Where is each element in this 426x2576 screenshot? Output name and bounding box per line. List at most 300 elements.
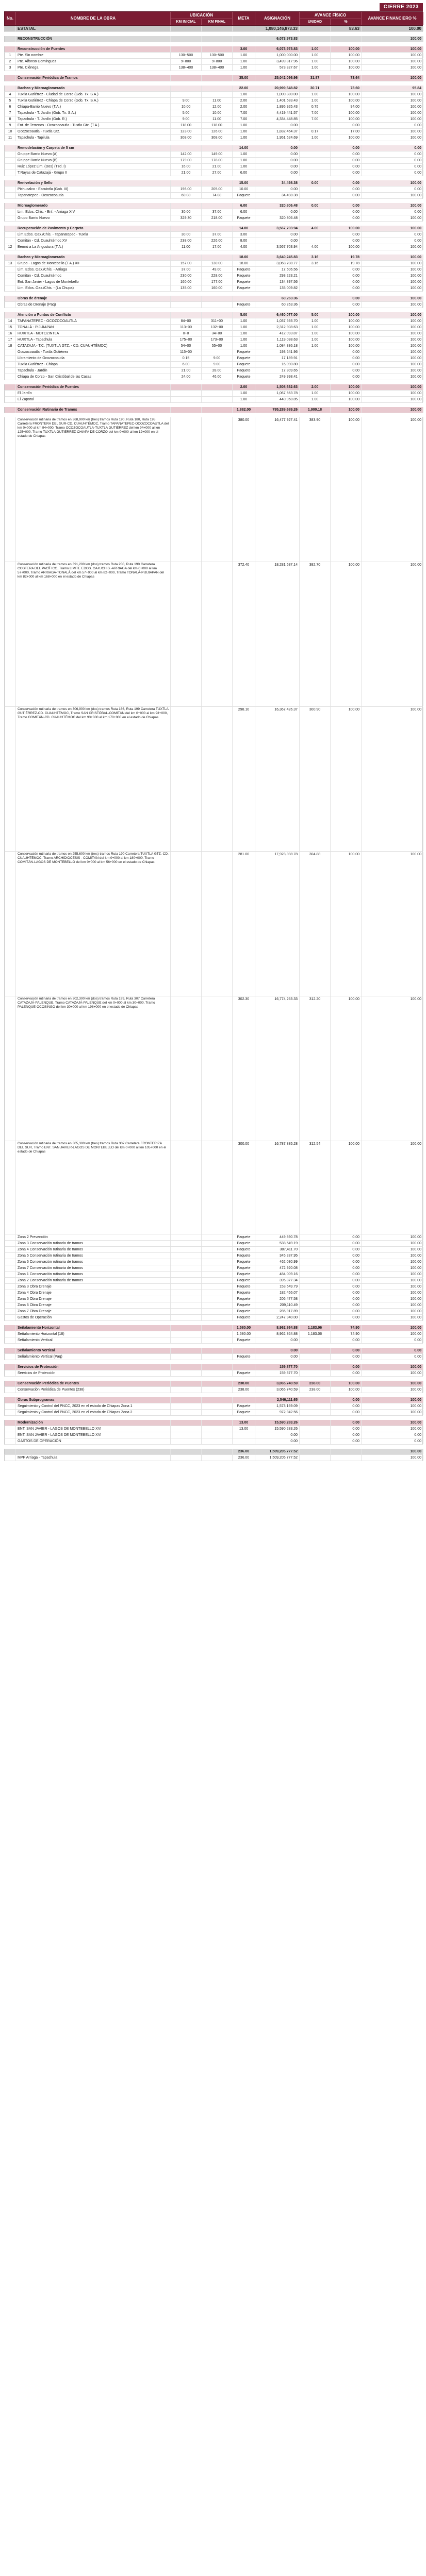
header-obra: NOMBRE DE LA OBRA — [16, 12, 171, 25]
cell-obra: Zona 1 Conservación rutinaria de tramos — [16, 1272, 171, 1277]
cell-no: 14 — [5, 318, 16, 324]
cell-avance-financiero: 100.00 — [362, 355, 423, 361]
header-unidad: UNIDAD — [300, 19, 331, 25]
table-row — [4, 1410, 423, 1416]
cell-no — [5, 1381, 16, 1386]
cell-meta: 6.00 — [233, 170, 255, 176]
cell-obra: Gruppe Barrio Nuevo (A) — [16, 151, 171, 157]
cell-km-final — [202, 1403, 233, 1409]
cell-unidad: 1.00 — [300, 391, 331, 396]
cell-meta: Paquete — [233, 1354, 255, 1360]
cell-meta: 15.00 — [233, 180, 255, 186]
cell-pct: 100.00 — [331, 417, 362, 562]
cell-no — [5, 355, 16, 361]
cell-unidad — [300, 1241, 331, 1246]
table-row — [4, 65, 423, 71]
row-spacer — [4, 292, 423, 296]
cell-obra: Seguimiento y Control del PNCC, 2023 en el estado de Chiapas Zona 1 — [16, 1403, 171, 1409]
cell-no — [5, 349, 16, 355]
cell-no — [5, 1259, 16, 1265]
cell-avance-financiero: 100.00 — [362, 193, 423, 198]
cell-km-inicial — [171, 1337, 202, 1343]
cell-km-inicial: 24.00 — [171, 374, 202, 380]
cell-unidad: 312.54 — [300, 1141, 331, 1234]
cell-meta: 6.00 — [233, 209, 255, 215]
cell-unidad: 7.00 — [300, 116, 331, 122]
cell-km-final: 126.00 — [202, 129, 233, 134]
cell-no — [5, 391, 16, 396]
summary-row — [4, 1449, 423, 1455]
cell-meta: 1.00 — [233, 337, 255, 343]
cell-meta: Paquete — [233, 1410, 255, 1415]
cell-km-inicial — [171, 1278, 202, 1283]
cell-unidad — [300, 302, 331, 308]
cell-pct: 100.00 — [331, 337, 362, 343]
cell-unidad — [300, 123, 331, 128]
cell-meta: 13.00 — [233, 1426, 255, 1432]
cell-km-final — [202, 75, 233, 81]
table-row — [4, 1370, 423, 1377]
table-row — [4, 104, 423, 110]
cell-meta: 238.00 — [233, 1387, 255, 1393]
cell-km-final — [202, 1364, 233, 1370]
cell-obra: Ocozocoautla - Tuxtla Gutiérrez — [16, 349, 171, 355]
cell-km-inicial — [171, 312, 202, 318]
cell-asignacion: 573,327.67 — [255, 65, 300, 71]
cell-no: 12 — [5, 244, 16, 250]
cell-asignacion: 3,640,245.83 — [255, 255, 300, 260]
cell-obra: Obras Subprogramas — [16, 1397, 171, 1403]
cell-km-inicial — [171, 391, 202, 396]
cell-asignacion: 135,009.82 — [255, 285, 300, 291]
table-row — [4, 1354, 423, 1360]
cell-unidad — [300, 145, 331, 151]
cell-asignacion: 285,917.89 — [255, 1309, 300, 1314]
cell-avance-financiero: 0.00 — [362, 164, 423, 170]
cell-no — [5, 1348, 16, 1353]
cell-no — [5, 1397, 16, 1403]
report-page — [4, 3, 423, 1461]
cell-obra: Microaglomerado — [16, 203, 171, 209]
cell-km-inicial: 175+00 — [171, 337, 202, 343]
cell-obra: Gruppe Barrio Nuevo (B) — [16, 158, 171, 163]
cell-avance-financiero: 100.00 — [362, 562, 423, 706]
cell-km-final — [202, 1234, 233, 1240]
table-row — [4, 1284, 423, 1290]
cell-pct: 0.00 — [331, 1290, 362, 1296]
cell-pct: 0.00 — [331, 362, 362, 367]
cell-km-inicial: 142.00 — [171, 151, 202, 157]
cell-pct: 100.00 — [331, 59, 362, 64]
cell-pct: 94.00 — [331, 104, 362, 110]
row-spacer — [4, 1360, 423, 1364]
subsection-row — [4, 203, 423, 209]
cell-pct: 0.00 — [331, 1426, 362, 1432]
cell-no — [5, 312, 16, 318]
cell-avance-financiero: 100.00 — [362, 337, 423, 343]
cell-avance-financiero: 100.00 — [362, 343, 423, 349]
cell-pct: 100.00 — [331, 852, 362, 996]
cell-avance-financiero: 100.00 — [362, 1315, 423, 1320]
cell-no — [5, 368, 16, 374]
cell-km-final — [202, 384, 233, 390]
cell-km-final: 149.00 — [202, 151, 233, 157]
cell-obra: GASTOS DE OPERACIÓN — [16, 1438, 171, 1444]
cell-km-inicial: 30.00 — [171, 209, 202, 215]
cell-no — [5, 1455, 16, 1461]
header-avance-fisico: AVANCE FÍSICO — [300, 12, 362, 19]
cell-no — [5, 1387, 16, 1393]
cell-asignacion: 1,509,205,777.52 — [255, 1455, 300, 1461]
cell-avance-financiero: 100.00 — [362, 1403, 423, 1409]
cell-asignacion: 0.00 — [255, 187, 300, 192]
cell-meta: Paquete — [233, 302, 255, 308]
row-spacer — [4, 71, 423, 75]
cell-km-final — [202, 1302, 233, 1308]
cell-obra: Tuxtla Gutiérrez - Chiapa de Corzo (Gob. Tx. S.A.) — [16, 98, 171, 104]
cell-avance-financiero: 100.00 — [362, 104, 423, 110]
cell-unidad — [300, 1309, 331, 1314]
cell-asignacion: 0.00 — [255, 238, 300, 244]
header-no: No. — [5, 12, 16, 25]
cell-km-final — [202, 1141, 233, 1234]
row-spacer — [4, 1377, 423, 1381]
cell-obra: Tapanatepec - Ocozocoautla — [16, 193, 171, 198]
table-row — [4, 59, 423, 65]
cell-no — [5, 1432, 16, 1438]
cell-no: 13 — [5, 261, 16, 266]
cell-unidad — [300, 1278, 331, 1283]
cell-pct: 0.00 — [331, 355, 362, 361]
table-row — [4, 1337, 423, 1344]
cell-avance-financiero: 100.00 — [362, 1397, 423, 1403]
cell-obra: Conservación Periódica de Puentes — [16, 1381, 171, 1386]
cell-km-final — [202, 397, 233, 402]
cell-unidad: 1.00 — [300, 53, 331, 58]
cell-unidad: 0.17 — [300, 129, 331, 134]
cell-km-inicial: 54+00 — [171, 343, 202, 349]
cell-meta: Paquete — [233, 349, 255, 355]
cell-km-inicial: 5.00 — [171, 110, 202, 116]
cell-km-final — [202, 226, 233, 231]
cell-meta: 13.00 — [233, 1420, 255, 1426]
cell-obra: Bacheo y Microaglomerado — [16, 86, 171, 91]
cell-asignacion: 472,920.08 — [255, 1265, 300, 1271]
cell-obra: Conservación Rutinaria de Tramos — [16, 407, 171, 413]
cell-obra: Pte. Ciénega — [16, 65, 171, 71]
cell-km-inicial: 135.00 — [171, 285, 202, 291]
cell-pct: 0.00 — [331, 170, 362, 176]
cell-asignacion: 0.00 — [255, 209, 300, 215]
cell-meta: Paquete — [233, 215, 255, 221]
cell-avance-financiero: 100.00 — [362, 285, 423, 291]
cell-unidad — [300, 164, 331, 170]
cell-asignacion: 1,573,169.09 — [255, 1403, 300, 1409]
row-spacer — [4, 1344, 423, 1348]
cell-obra: TONALÁ - PIJIJIAPAN — [16, 325, 171, 330]
cell-avance-financiero: 100.00 — [362, 273, 423, 279]
cell-km-inicial: 21.00 — [171, 368, 202, 374]
cell-obra: Zona 6 Conservación rutinaria de tramos — [16, 1259, 171, 1265]
cell-avance-financiero: 100.00 — [362, 1331, 423, 1337]
cell-unidad — [300, 1253, 331, 1259]
cell-pct: 0.00 — [331, 151, 362, 157]
cell-unidad: 382.70 — [300, 562, 331, 706]
cell-km-final — [202, 349, 233, 355]
cell-no — [5, 1234, 16, 1240]
cell-meta: Paquete — [233, 1284, 255, 1290]
cell-meta: 281.00 — [233, 852, 255, 996]
cell-avance-financiero: 100.00 — [362, 75, 423, 81]
cell-unidad: 312.20 — [300, 996, 331, 1141]
table-header — [4, 11, 423, 26]
table-row — [4, 343, 423, 349]
cell-unidad: 1.00 — [300, 98, 331, 104]
cell-pct: 0.00 — [331, 1278, 362, 1283]
cell-no — [5, 170, 16, 176]
cell-meta: 236.00 — [233, 1455, 255, 1461]
cell-asignacion: 0.00 — [255, 1337, 300, 1343]
cell-km-inicial — [171, 180, 202, 186]
cell-avance-financiero: 100.00 — [362, 110, 423, 116]
cell-asignacion: 0.00 — [255, 164, 300, 170]
cell-km-final — [202, 255, 233, 260]
cell-avance-financiero: 100.00 — [362, 368, 423, 374]
table-row — [4, 1241, 423, 1247]
cell-avance-financiero: 100.00 — [362, 1265, 423, 1271]
cell-asignacion: 206,477.58 — [255, 1296, 300, 1302]
cell-avance-financiero: 100.00 — [362, 384, 423, 390]
cell-km-inicial: 160.00 — [171, 279, 202, 285]
cell-km-final — [202, 36, 233, 42]
cell-avance-financiero: 100.00 — [362, 135, 423, 141]
cell-km-final: 74.08 — [202, 193, 233, 198]
cell-km-final — [202, 1290, 233, 1296]
cell-km-final — [202, 707, 233, 851]
cell-pct: 0.00 — [331, 187, 362, 192]
cell-km-final — [202, 1455, 233, 1461]
cell-obra: CATAZAJA - T.C. (TUXTLA GTZ. - CD. CUAUHTÉMOC) — [16, 343, 171, 349]
cell-km-final: 17.00 — [202, 244, 233, 250]
cell-km-inicial — [171, 996, 202, 1141]
cell-km-final — [202, 1387, 233, 1393]
cell-avance-financiero: 0.00 — [362, 209, 423, 215]
cell-unidad — [300, 1348, 331, 1353]
cell-avance-financiero: 100.00 — [362, 397, 423, 402]
cell-asignacion: 8,962,864.88 — [255, 1331, 300, 1337]
row-spacer — [4, 141, 423, 145]
table-row — [4, 98, 423, 104]
cell-unidad: 1.00 — [300, 46, 331, 52]
cell-avance-financiero: 100.00 — [362, 244, 423, 250]
cell-meta: Paquete — [233, 1278, 255, 1283]
cell-meta: Paquete — [233, 368, 255, 374]
cell-asignacion: 538,549.19 — [255, 1241, 300, 1246]
cell-meta: 1.00 — [233, 397, 255, 402]
cell-km-inicial — [171, 1403, 202, 1409]
cell-km-final: 178.00 — [202, 158, 233, 163]
cell-km-final — [202, 1381, 233, 1386]
cell-no — [5, 1420, 16, 1426]
cell-asignacion: 2,247,940.00 — [255, 1315, 300, 1320]
cell-pct: 0.00 — [331, 1315, 362, 1320]
cell-asignacion: 17,189.91 — [255, 355, 300, 361]
cell-avance-financiero: 100.00 — [362, 261, 423, 266]
cell-km-inicial — [171, 1290, 202, 1296]
cell-km-inicial: 37.00 — [171, 267, 202, 273]
cell-asignacion: 293,223.21 — [255, 273, 300, 279]
cell-avance-financiero: 100.00 — [362, 1272, 423, 1277]
cell-no — [5, 1438, 16, 1444]
cell-meta: 1,580.00 — [233, 1325, 255, 1331]
cell-no — [5, 75, 16, 81]
cell-no — [5, 1296, 16, 1302]
table-row — [4, 1315, 423, 1321]
cell-avance-financiero: 100.00 — [362, 215, 423, 221]
cell-km-inicial — [171, 417, 202, 562]
cell-obra: Señalamiento Horizontal (18) — [16, 1331, 171, 1337]
cell-km-final: 12.00 — [202, 104, 233, 110]
table-row — [4, 285, 423, 292]
cell-km-inicial: 113+00 — [171, 325, 202, 330]
cell-pct: 0.00 — [331, 1253, 362, 1259]
cell-pct: 0.00 — [331, 1284, 362, 1290]
cell-km-final: 27.00 — [202, 170, 233, 176]
cell-unidad — [300, 1354, 331, 1360]
cell-no: 4 — [5, 92, 16, 97]
cell-km-inicial — [171, 397, 202, 402]
cell-avance-financiero: 100.00 — [362, 331, 423, 336]
cell-km-inicial: 9.00 — [171, 116, 202, 122]
cell-pct: 0.00 — [331, 1364, 362, 1370]
cell-pct: 0.00 — [331, 1302, 362, 1308]
cell-km-final — [202, 296, 233, 301]
header-km-inicial: KM INICIAL — [171, 19, 202, 25]
cell-asignacion: 18,281,537.14 — [255, 562, 300, 706]
cell-avance-financiero: 100.00 — [362, 1296, 423, 1302]
cell-km-inicial — [171, 1302, 202, 1308]
cell-obra: Servicios de Protección — [16, 1370, 171, 1376]
cell-asignacion: 0.00 — [255, 151, 300, 157]
cell-obra: Zona 6 Obra Drenaje — [16, 1302, 171, 1308]
cell-no: 15 — [5, 325, 16, 330]
cell-unidad — [300, 26, 331, 31]
cell-unidad: 0.00 — [300, 180, 331, 186]
cell-km-inicial: 60.08 — [171, 193, 202, 198]
cell-unidad — [300, 279, 331, 285]
cell-asignacion: 320,806.48 — [255, 215, 300, 221]
cell-unidad: 1.00 — [300, 331, 331, 336]
section-row — [4, 1381, 423, 1387]
cell-km-final: 37.00 — [202, 232, 233, 238]
cell-pct: 17.00 — [331, 129, 362, 134]
cell-km-inicial — [171, 75, 202, 81]
cell-avance-financiero: 100.00 — [362, 996, 423, 1141]
cell-km-inicial — [171, 852, 202, 996]
cell-meta: 1.00 — [233, 129, 255, 134]
cell-km-inicial — [171, 1397, 202, 1403]
cell-asignacion: 6,460,077.00 — [255, 312, 300, 318]
cell-km-final — [202, 1397, 233, 1403]
cell-km-final: 46.00 — [202, 374, 233, 380]
cell-km-inicial — [171, 1331, 202, 1337]
cell-km-final — [202, 391, 233, 396]
section-row — [4, 407, 423, 413]
cell-asignacion: 1,000,000.00 — [255, 53, 300, 58]
cell-avance-financiero: 100.00 — [362, 129, 423, 134]
section-row — [4, 384, 423, 391]
cell-pct: 100.00 — [331, 331, 362, 336]
cell-no — [5, 1278, 16, 1283]
cell-avance-financiero: 0.00 — [362, 1438, 423, 1444]
cell-pct: 100.00 — [331, 397, 362, 402]
cell-unidad — [300, 1410, 331, 1415]
cell-asignacion: 15,590,283.26 — [255, 1420, 300, 1426]
cell-asignacion: 17,923,398.78 — [255, 852, 300, 996]
cell-km-inicial — [171, 1449, 202, 1454]
cell-obra: Bacheo y Microaglomerado — [16, 255, 171, 260]
cell-pct: 100.00 — [331, 92, 362, 97]
cell-no — [5, 1284, 16, 1290]
cell-pct: 0.00 — [331, 1370, 362, 1376]
cell-unidad: 0.75 — [300, 104, 331, 110]
cell-unidad — [300, 1290, 331, 1296]
cell-unidad — [300, 1302, 331, 1308]
cell-km-final — [202, 1259, 233, 1265]
cell-unidad: 1.00 — [300, 318, 331, 324]
cell-avance-financiero: 0.00 — [362, 1354, 423, 1360]
cell-meta: 236.00 — [233, 1449, 255, 1454]
cell-unidad — [300, 368, 331, 374]
cell-unidad: 238.00 — [300, 1387, 331, 1393]
cell-pct: 100.00 — [331, 53, 362, 58]
cell-no — [5, 1370, 16, 1376]
cell-pct: 74.90 — [331, 1325, 362, 1331]
cell-meta: 1.00 — [233, 135, 255, 141]
cell-pct — [331, 36, 362, 42]
section-row — [4, 1420, 423, 1426]
header-avance-financiero: AVANCE FINANCIERO % — [362, 12, 423, 25]
table-row — [4, 1247, 423, 1253]
row-spacer — [4, 81, 423, 86]
cell-no — [5, 279, 16, 285]
row-spacer — [4, 199, 423, 203]
cell-obra: MPP Arriaga - Tapachula — [16, 1455, 171, 1461]
table-row — [4, 1455, 423, 1461]
cell-obra: Ent. de Terrenos - Ocozocoautla - Tuxtla Gtz. (T.A.) — [16, 123, 171, 128]
cell-km-final: 11.00 — [202, 98, 233, 104]
cell-no: 9 — [5, 123, 16, 128]
cell-km-final: 37.00 — [202, 209, 233, 215]
cell-asignacion: 387,411.70 — [255, 1247, 300, 1252]
cell-asignacion: 159,877.70 — [255, 1370, 300, 1376]
cell-meta: Paquete — [233, 374, 255, 380]
cell-pct: 0.00 — [331, 374, 362, 380]
cell-obra: Tuxtla Gutiérrez - Chiapa — [16, 362, 171, 367]
cell-km-inicial — [171, 1354, 202, 1360]
cell-asignacion: 449,890.78 — [255, 1234, 300, 1240]
table-row — [4, 1331, 423, 1337]
cell-pct: 0.00 — [331, 1354, 362, 1360]
cell-unidad — [300, 296, 331, 301]
cell-avance-financiero: 100.00 — [362, 1449, 423, 1454]
cell-km-inicial — [171, 1348, 202, 1353]
cell-obra: Pte. Sin nombre — [16, 53, 171, 58]
cell-meta: 300.00 — [233, 1141, 255, 1234]
cell-no — [5, 273, 16, 279]
table-row — [4, 302, 423, 308]
cell-no: 3 — [5, 65, 16, 71]
